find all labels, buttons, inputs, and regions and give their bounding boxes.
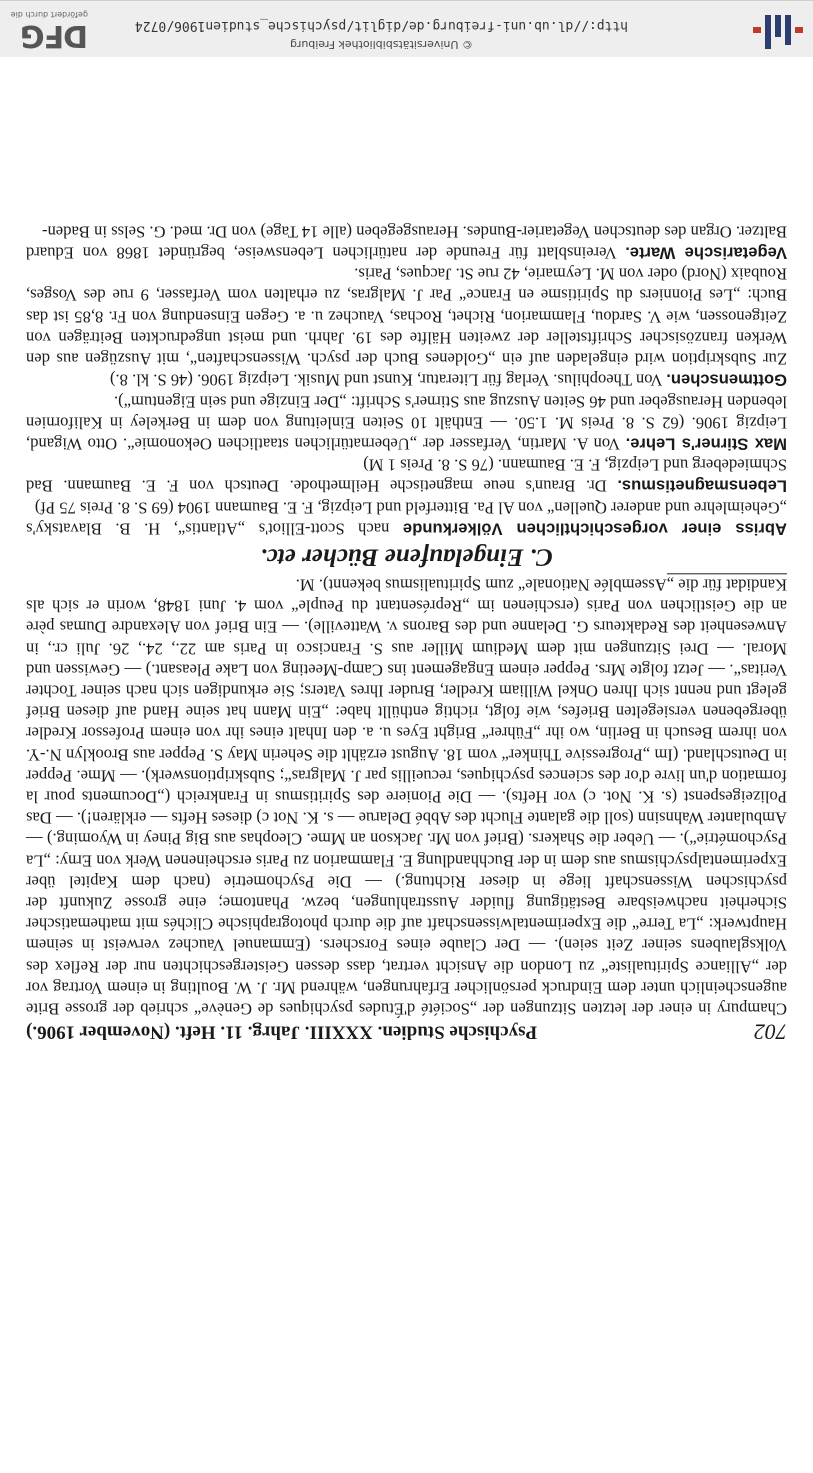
book-entry [26,263,787,369]
page-number: 702 [754,1019,787,1045]
book-entry-title: Max Stirner's Lehre. [625,434,787,454]
university-logo-icon [749,9,805,51]
book-entry [26,369,787,390]
book-entry [26,497,787,539]
book-entry-text: Von A. Martin, Verfasser der „Uebernatürlichen staatlichen Oekonomie“. Otto Wigand, Leipzig 1906. (62 S. 8. Preis M. 1.50. — Enthält 10 Seiten Einleitung von dem in Berkeley in Kalifornien lebenden Herausgeber und 46 Seiten Auszug aus Stirner's Schrift: „Der Einzige und sein Eigentum“). [26,391,787,454]
book-entry-text: Dr. Braun's neue magnetische Heilmethode. Deutsch von F. E. Baumann. Bad Schmiedeberg und Leipzig, F. E. Baumann. (76 S. 8. Preis 1 M) [26,455,787,496]
book-entry-title: Abriss einer vorgeschichtlichen Völkerkunde [402,519,787,539]
book-entry-text: Vereinsblatt für Freunde der natürlichen Lebensweise, begründet 1868 von Eduard Baltzer. Organ des deutschen Vegetarier-Bundes. Herausgegeben (alle 14 Tage) von Dr. med. G. Selss in Baden- [25,222,787,263]
dfg-logo [8,7,88,51]
book-entry [26,454,787,496]
book-entry-title: Lebensmagnetismus. [617,476,787,496]
book-entry [26,221,787,263]
book-entry-title: Vegetarische Warte. [625,243,787,263]
document-url[interactable]: http://dl.ub.uni-freiburg.de/diglit/psychische_studien1906/0724 [134,18,629,33]
dfg-logo-caption: gefördert durch die [10,10,88,19]
article-paragraph [26,574,787,1019]
book-entry-text: Zur Subskription wird eingeladen auf ein „Goldenes Buch der psych. Wissenschaften“, mit Auszügen aus den Werken französischer Schriftsteller der zweiten Hälfte des 19. Jahrh. und meist ungedruckten Beiträgen von Zeitgenossen, wie V. Sardou, Flammarion, Richet, Rochas, Vauchez u. a. Gegen Einsendung von Fr. 8,85 ist das Buch: „Les Pionniers du Spiritisme en France“ Par J. Malgras, zu erhalten vom Verfasser, 9 rue des Vosges, Roubaix (Nord) oder von M. Leymarie, 42 rue St. Jacques, Paris. [26,264,787,369]
viewer-header [0,0,813,57]
page-content [26,221,787,1043]
paragraph-text: Champury in einer der letzten Sitzungen der „Société d'Études psychiques de Genève“ schrieb der grosse Brite augenscheinlich unter dem Eindruck persönlicher Erfahrungen, während Mr. J. W. Boulting in einem Vortrag vor der „Alliance Spiritualiste“ zu London die Ansicht vertrat, dass dessen Geistergeschichten nur der Reflex des Volksglaubens seiner Zeit seien). — Der Claube eines Forschers. (Emmanuel Vauchez verweist in seinem Hauptwerk: „La Terre“ die Experimentalwissenschaft auf die durch photographische Clichés mit mathematischer Sicherheit nachweisbare Bestätigung fluider Ausstrahlungen, bezw. Phantome; eine grosse Zukunft der psychischen Wissenschaft liege in dieser Richtung.) — Die Psychometrie (nach dem Kapitel über Experimentalpsychismus aus dem in der Buchhandlung E. Flammarion zu Paris erscheinenen Werk von Erny: „La Psychométrie“). — Ueber die Shakers. (Brief von Mr. Jackson an Mme. Cleophas aus Big Piney in Wyoming.) — Ambulanter Wahnsinn (soll die galante Flucht des Abbé Delarue — s. K. Not c) dieses Hefts — erklären!). — Das Polizeigespenst (s. K. Not. c) vor Hefts). — Die Pioniere des Spiritismus in Frankreich („Documents pour la formation d'un livre d'or des sciences psychiques, recueillis par J. Malgras“; Subskriptionswerk). — Mme. Pepper in Deutschland. (Im „Progressive Thinker“ vom 18. August erzählt die Seherin May S. Pepper aus Brooklyn N.-Y. von ihrem Besuch in Berlin, wo ihr „Führer“ Bright Eyes u. a. den Inhalt eines ihr von einem Professor Kredler übergebenen versiegelten Briefes, wie folgt, richtig enthüllt habe: „Ein Mann hat seine Hand auf diesen Brief gelegt und nennt sich Ihren Onkel William Kredler, Bruder Ihres Vaters; Sie erkundigen sich nach seiner Tochter Veritas“. — Jetzt folgte Mrs. Pepper einem Engagement ins Camp-Meeting von Lake Pleasant.) — Gewissen und Moral. — Drei Sitzungen mit dem Medium Miller aus S. Francisco in Paris am 22., 24., 26. Juli cr., in Anwesenheit des Redakteurs G. Delanne und des Barons v. Watteville). — Ein Brief von Alexandre Dumas père an die Geistlichen von Paris (erschienen im „Représentant du Peuple“ vom 4. Juni 1848, worin er sich als Kandidat für die „Assemblée Nationale“ zum Spiritualismus bekennt). M. [26,575,787,1019]
book-entry [26,391,787,455]
dfg-logo-text: DFG [20,18,88,53]
book-entry-title: Gottmenschen. [666,370,787,390]
copyright-text: © Universitätsbibliothek Freiburg [290,38,473,51]
book-entry-text: Von Theophilus. Verlag für Literatur, Kunst und Musik. Leipzig 1906. (46 S. kl. 8.) [109,370,667,390]
running-head-title: Psychische Studien. XXXIII. Jahrg. 11. Heft. (November 1906.) [26,1021,538,1043]
section-title: C. Eingelaufene Bücher etc. [260,543,553,571]
running-head [26,1019,787,1043]
book-entry-text: nach Scott-Elliot's „Atlantis“, H. B. Blavatsky's „Geheimlehre und anderer Quellen“ von Al Pa. Bitterfeld und Leipzig, F. E. Baumann 1904 (69 S. 8. Preis 75 Pf) [26,497,787,539]
scanned-page [0,56,813,1473]
